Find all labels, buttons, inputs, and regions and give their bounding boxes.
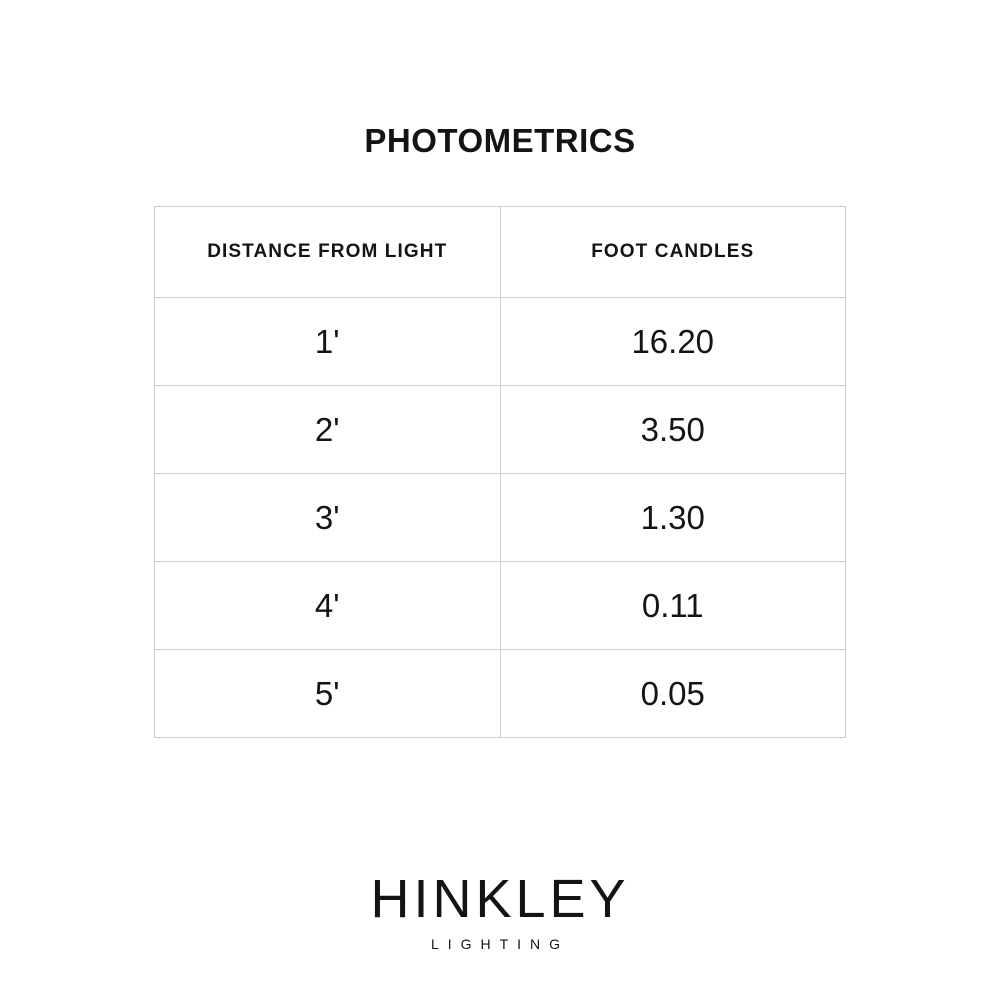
cell-distance: 4' bbox=[155, 562, 501, 650]
page-title: PHOTOMETRICS bbox=[364, 122, 636, 159]
table-header-row bbox=[155, 207, 846, 298]
table-body bbox=[155, 298, 846, 738]
cell-distance: 1' bbox=[155, 298, 501, 386]
table-row bbox=[155, 386, 846, 474]
cell-distance: 2' bbox=[155, 386, 501, 474]
cell-foot-candles: 0.05 bbox=[500, 650, 846, 738]
cell-foot-candles: 16.20 bbox=[500, 298, 846, 386]
table-header bbox=[155, 207, 846, 298]
cell-distance: 3' bbox=[155, 474, 501, 562]
cell-distance: 5' bbox=[155, 650, 501, 738]
brand-name: HINKLEY bbox=[370, 869, 630, 929]
column-header-foot-candles: FOOT CANDLES bbox=[500, 207, 846, 298]
cell-foot-candles: 3.50 bbox=[500, 386, 846, 474]
table-row bbox=[155, 562, 846, 650]
brand-tagline: LIGHTING bbox=[430, 936, 570, 952]
cell-foot-candles: 1.30 bbox=[500, 474, 846, 562]
column-header-distance: DISTANCE FROM LIGHT bbox=[155, 207, 501, 298]
photometrics-table-container bbox=[154, 206, 846, 738]
table-row bbox=[155, 650, 846, 738]
cell-foot-candles: 0.11 bbox=[500, 562, 846, 650]
photometrics-table bbox=[154, 206, 846, 738]
table-row bbox=[155, 474, 846, 562]
table-row bbox=[155, 298, 846, 386]
brand-logo bbox=[0, 869, 1000, 952]
